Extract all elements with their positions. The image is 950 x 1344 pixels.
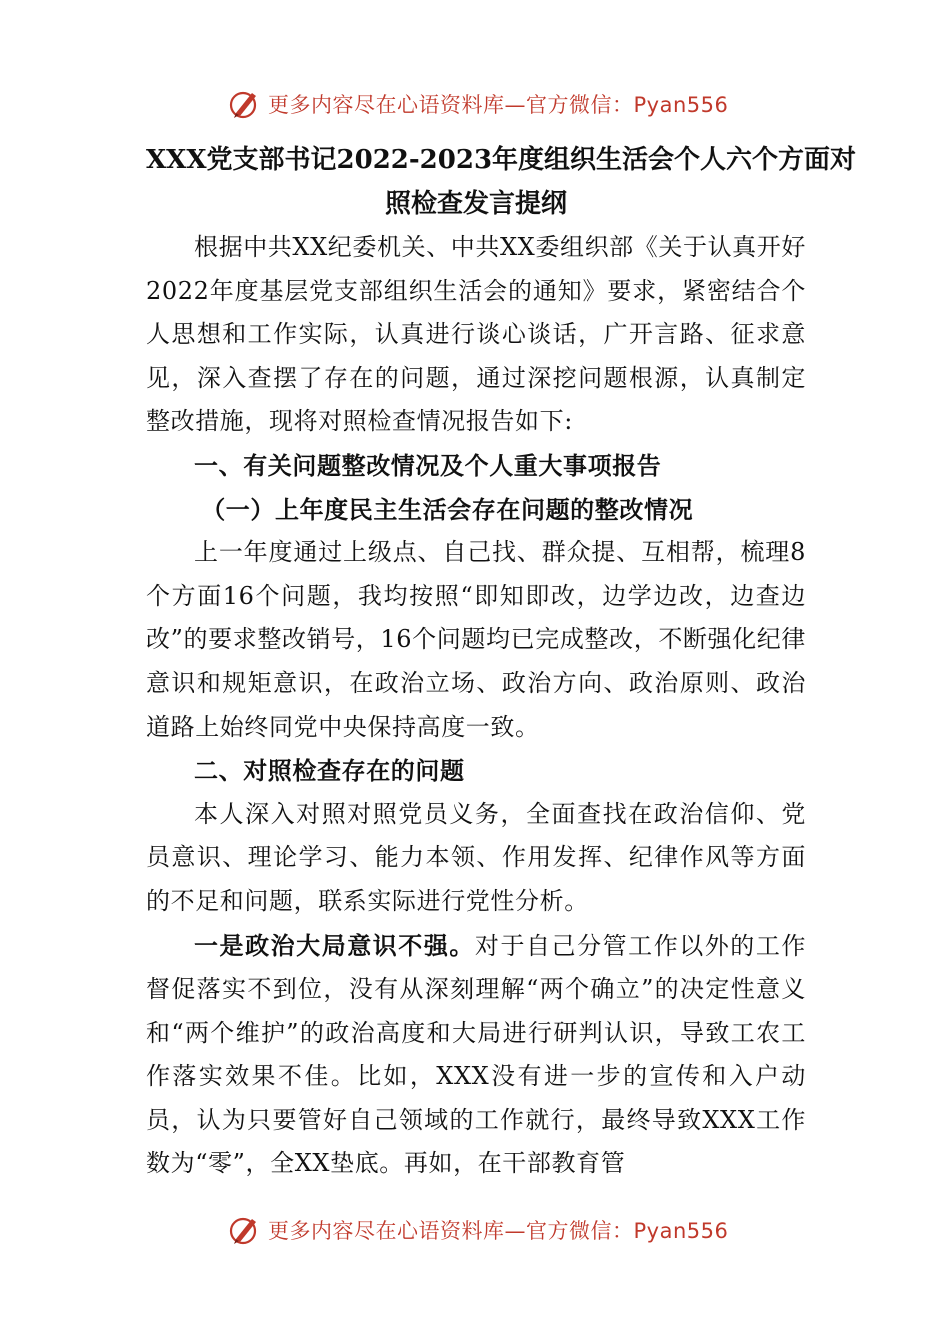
point-1-lead: 一是政治大局意识不强。 (194, 930, 475, 960)
document-title (146, 138, 857, 226)
point-1-body: 对于自己分管工作以外的工作督促落实不到位，没有从深刻理解“两个确立”的决定性意义和“两个维护”的政治高度和大局进行研判认识，导致工农工作落实效果不佳。比如，XXX没有进一步的宣传和入户动员，认为只要管好自己领域的工作就行，最终导致XXX工作数为“零”，全XX垫底。再如，在干部教育管 (146, 931, 806, 1178)
section-2-heading: 二、对照检查存在的问题 (194, 756, 465, 786)
section-1-sub-1-body: 上一年度通过上级点、自己找、群众提、互相帮，梳理8个方面16个问题，我均按照“即知即改，边学边改，边查边改”的要求整改销号，16个问题均已完成整改，不断强化纪律意识和规矩意识，在政治立场、政治方向、政治原则、政治道路上始终同党中央保持高度一致。 (146, 538, 806, 741)
section-1-sub-1-heading: （一）上年度民主生活会存在问题的整改情况 (201, 494, 694, 524)
watermark-banner-bottom (228, 1210, 728, 1250)
title-line-1: XXX党支部书记2022-2023年度组织生活会个人六个方面对 (146, 145, 857, 175)
section-1-heading: 一、有关问题整改情况及个人重大事项报告 (194, 450, 662, 480)
section-2-intro: 本人深入对照对照党员义务，全面查找在政治信仰、党员意识、理论学习、能力本领、作用发挥、纪律作风等方面的不足和问题，联系实际进行党性分析。 (146, 799, 806, 915)
pen-circle-logo-icon (228, 1213, 262, 1247)
watermark-text: 更多内容尽在心语资料库—官方微信：Pyan556 (268, 93, 729, 117)
watermark-text: 更多内容尽在心语资料库—官方微信：Pyan556 (268, 1219, 729, 1243)
section-2-point-1 (146, 924, 806, 1187)
intro-paragraph: 根据中共XX纪委机关、中共XX委组织部《关于认真开好2022年度基层党支部组织生活会的通知》要求，紧密结合个人思想和工作实际，认真进行谈心谈话，广开言路、征求意见，深入查摆了存在的问题，通过深挖问题根源，认真制定整改措施，现将对照检查情况报告如下: (146, 233, 806, 436)
document-body (146, 138, 857, 1186)
title-line-2: 照检查发言提纲 (384, 189, 567, 219)
watermark-banner-top (228, 84, 728, 124)
pen-circle-logo-icon (228, 87, 262, 121)
